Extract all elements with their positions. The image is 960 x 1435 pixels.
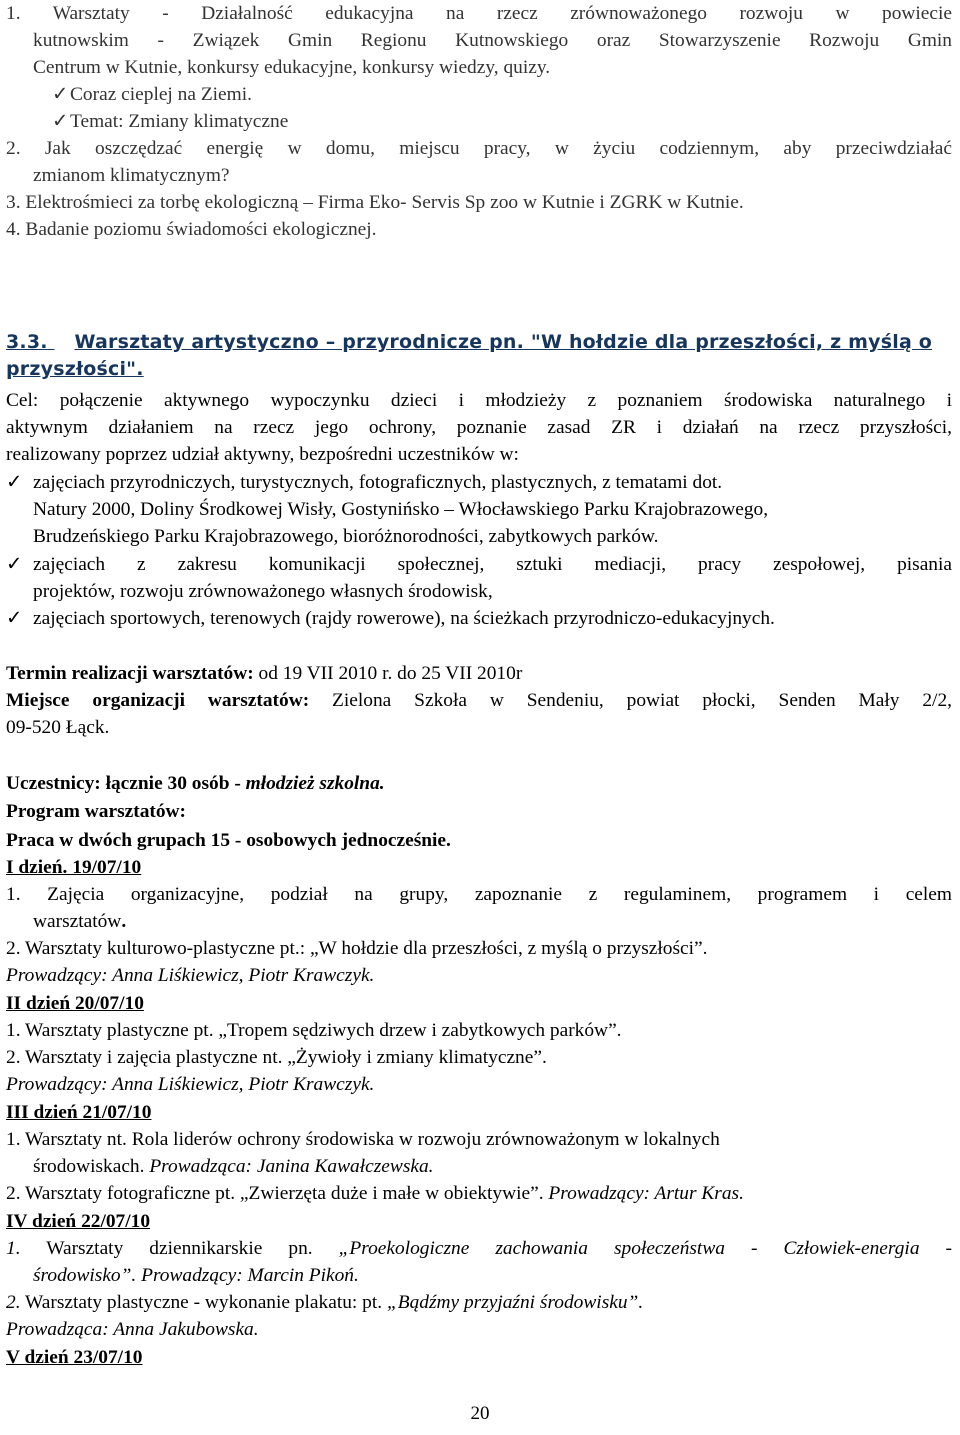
checkmark-icon: ✓ xyxy=(6,608,23,629)
goal-bullet2-line1: ✓ zajęciach z zakresu komunikacji społecznej, sztuki mediacji, pracy zespołowej, pisania xyxy=(6,554,952,575)
day4-item1-line1: 1. Warsztaty dziennikarskie pn. „Proekologiczne zachowania społeczeństwa - Człowiek-energia - xyxy=(6,1238,952,1259)
day1-lead: Prowadzący: Anna Liśkiewicz, Piotr Krawczyk. xyxy=(6,965,375,986)
intro-item1-line1: 1. Warsztaty - Działalność edukacyjna na rzecz zrównoważonego rozwoju w powiecie xyxy=(6,3,952,24)
day2-title: II dzień 20/07/10 xyxy=(6,993,144,1014)
day1-title: I dzień. 19/07/10 xyxy=(6,857,142,878)
day1-item1-line1: 1. Zajęcia organizacyjne, podział na grupy, zapoznanie z regulaminem, programem i celem xyxy=(6,884,952,905)
place-line1: Miejsce organizacji warsztatów: Zielona Szkoła w Sendeniu, powiat płocki, Senden Mały 2/2, xyxy=(6,690,952,711)
day2-item2: 2. Warsztaty i zajęcia plastyczne nt. „Żywioły i zmiany klimatyczne”. xyxy=(6,1047,547,1068)
day3-title: III dzień 21/07/10 xyxy=(6,1102,152,1123)
day3-item1-line1: 1. Warsztaty nt. Rola liderów ochrony środowiska w rozwoju zrównoważonym w lokalnych xyxy=(6,1129,720,1150)
section-heading-line1: 3.3. Warsztaty artystyczno – przyrodnicze pn. "W hołdzie dla przeszłości, z myślą o xyxy=(6,331,933,353)
checkmark-icon: ✓ xyxy=(52,111,69,132)
intro-item2-line2: zmianom klimatycznym? xyxy=(33,165,230,186)
intro-item1-line2: kutnowskim - Związek Gmin Regionu Kutnowskiego oraz Stowarzyszenie Rozwoju Gmin xyxy=(33,30,952,51)
intro-item4: 4. Badanie poziomu świadomości ekologicznej. xyxy=(6,219,377,240)
intro-item3: 3. Elektrośmieci za torbę ekologiczną – Firma Eko- Servis Sp zoo w Kutnie i ZGRK w Kutnie. xyxy=(6,192,744,213)
term-line: Termin realizacji warsztatów: od 19 VII 2010 r. do 25 VII 2010r xyxy=(6,663,523,684)
section-heading-line2: przyszłości". xyxy=(6,358,144,380)
intro-check2: ✓Temat: Zmiany klimatyczne xyxy=(52,111,289,132)
goal-line2: aktywnym działaniem na rzecz jego ochrony, poznanie zasad ZR i działań na rzecz przyszłości, xyxy=(6,417,952,438)
day3-item1-line2: środowiskach. Prowadząca: Janina Kawałczewska. xyxy=(33,1156,434,1177)
day1-item2: 2. Warsztaty kulturowo-plastyczne pt.: „W hołdzie dla przeszłości, z myślą o przyszłości”. xyxy=(6,938,708,959)
day4-title: IV dzień 22/07/10 xyxy=(6,1211,151,1232)
checkmark-icon: ✓ xyxy=(6,554,23,575)
intro-check1: ✓Coraz cieplej na Ziemi. xyxy=(52,84,252,105)
program-label: Program warsztatów: xyxy=(6,801,187,822)
goal-bullet1-line3: Brudzeńskiego Parku Krajobrazowego, bioróżnorodności, zabytkowych parków. xyxy=(33,526,659,547)
goal-bullet2-line2: projektów, rozwoju zrównoważonego własnych środowisk, xyxy=(33,581,493,602)
goal-bullet1-line2: Natury 2000, Doliny Środkowej Wisły, Gostynińsko – Włocławskiego Parku Krajobrazowego, xyxy=(33,499,769,520)
day3-item2: 2. Warsztaty fotograficzne pt. „Zwierzęta duże i małe w obiektywie”. Prowadzący: Artur Kras. xyxy=(6,1183,744,1204)
day1-item1-line2: warsztatów. xyxy=(33,911,127,932)
groups-line: Praca w dwóch grupach 15 - osobowych jednocześnie. xyxy=(6,830,451,851)
goal-line1: Cel: połączenie aktywnego wypoczynku dzieci i młodzieży z poznaniem środowiska naturalnego i xyxy=(6,390,952,411)
day4-item1-line2: środowisko”. Prowadzący: Marcin Pikoń. xyxy=(33,1265,359,1286)
day5-title: V dzień 23/07/10 xyxy=(6,1347,143,1368)
day2-lead: Prowadzący: Anna Liśkiewicz, Piotr Krawczyk. xyxy=(6,1074,375,1095)
day4-lead: Prowadząca: Anna Jakubowska. xyxy=(6,1319,259,1340)
intro-item2-line1: 2. Jak oszczędzać energię w domu, miejscu pracy, w życiu codziennym, aby przeciwdziałać xyxy=(6,138,952,159)
day4-item2: 2. Warsztaty plastyczne - wykonanie plakatu: pt. „Bądźmy przyjaźni środowisku”. xyxy=(6,1292,644,1313)
intro-item1-line3: Centrum w Kutnie, konkursy edukacyjne, konkursy wiedzy, quizy. xyxy=(33,57,551,78)
day2-item1: 1. Warsztaty plastyczne pt. „Tropem sędziwych drzew i zabytkowych parków”. xyxy=(6,1020,622,1041)
place-line2: 09-520 Łąck. xyxy=(6,717,110,738)
goal-bullet3: ✓ zajęciach sportowych, terenowych (rajdy rowerowe), na ścieżkach przyrodniczo-edukacyjnych. xyxy=(6,608,775,629)
goal-line3: realizowany poprzez udział aktywny, bezpośredni uczestników w: xyxy=(6,444,519,465)
checkmark-icon: ✓ xyxy=(52,84,69,105)
goal-bullet1-line1: ✓ zajęciach przyrodniczych, turystycznych, fotograficznych, plastycznych, z tematami dot. xyxy=(6,472,723,493)
checkmark-icon: ✓ xyxy=(6,472,23,493)
page-number: 20 xyxy=(470,1403,490,1424)
participants-line: Uczestnicy: łącznie 30 osób - młodzież szkolna. xyxy=(6,773,385,794)
